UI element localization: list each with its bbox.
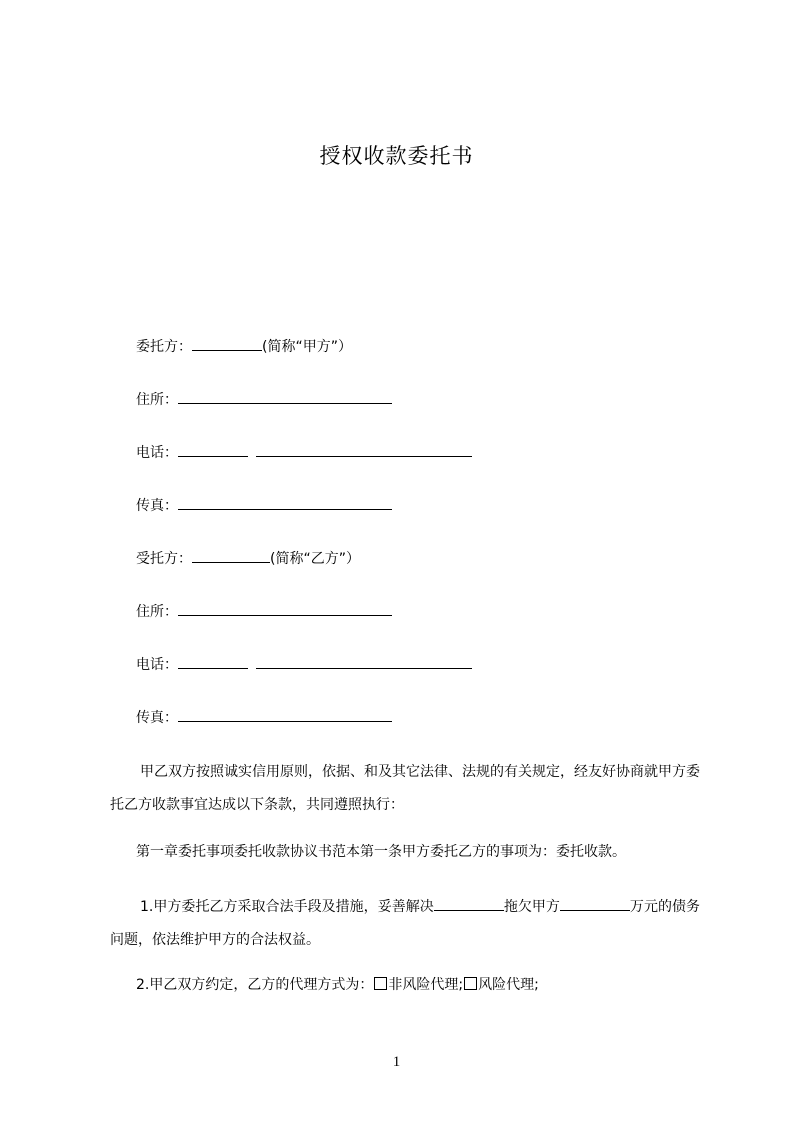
party-a-address-row (136, 389, 392, 410)
document-title: 授权收款委托书 (319, 144, 474, 168)
item-1-text-b: 拖欠甲方 (503, 899, 560, 915)
party-b-label: 受托方： (136, 551, 192, 567)
item-2-paragraph (110, 969, 700, 1002)
party-b-abbrev: (简称“乙方”） (270, 551, 360, 567)
risk-agency-checkbox[interactable] (464, 977, 477, 990)
non-risk-agency-checkbox[interactable] (374, 977, 387, 990)
party-b-address-blank[interactable] (178, 601, 392, 616)
party-b-phone-row (136, 654, 472, 675)
party-a-label: 委托方： (136, 339, 192, 355)
debtor-blank[interactable] (434, 896, 504, 911)
chapter-paragraph: 第一章委托事项委托收款协议书范本第一条甲方委托乙方的事项为：委托收款。 (136, 844, 626, 860)
party-b-name-blank[interactable] (192, 548, 270, 563)
party-a-fax-row (136, 495, 392, 516)
non-risk-agency-label: 非风险代理; (388, 977, 464, 993)
item-1-text-a: 1.甲方委托乙方采取合法手段及措施，妥善解决 (140, 899, 434, 915)
risk-agency-label: 风险代理; (478, 977, 539, 993)
party-a-fax-blank[interactable] (178, 495, 392, 510)
party-a-phone-row (136, 442, 472, 463)
party-b-fax-label: 传真： (136, 710, 178, 726)
item-1-paragraph (110, 891, 700, 957)
item-2-text: 2.甲乙双方约定，乙方的代理方式为： (136, 977, 374, 993)
page-number: 1 (392, 1054, 401, 1070)
party-a-fax-label: 传真： (136, 498, 178, 514)
amount-blank[interactable] (560, 896, 630, 911)
party-b-fax-row (136, 707, 392, 728)
party-b-row (136, 548, 360, 569)
party-b-fax-blank[interactable] (178, 707, 392, 722)
party-a-abbrev: (简称“甲方”） (262, 339, 352, 355)
party-b-address-row (136, 601, 392, 622)
party-a-name-blank[interactable] (192, 336, 262, 351)
party-b-phone-label: 电话： (136, 657, 178, 673)
party-a-phone-blank-2[interactable] (256, 442, 472, 457)
party-b-phone-blank-1[interactable] (178, 654, 248, 669)
item-1-text-c: 万元的债务问题，依法维护甲方的合法权益。 (110, 899, 701, 948)
party-a-address-blank[interactable] (178, 389, 392, 404)
party-a-phone-blank-1[interactable] (178, 442, 248, 457)
intro-paragraph: 甲乙双方按照诚实信用原则，依据、和及其它法律、法规的有关规定，经友好协商就甲方委托乙方收款事宜达成以下条款，共同遵照执行： (110, 764, 700, 813)
party-a-phone-label: 电话： (136, 445, 178, 461)
party-a-address-label: 住所： (136, 392, 178, 408)
party-a-row (136, 336, 352, 357)
party-b-phone-blank-2[interactable] (256, 654, 472, 669)
party-b-address-label: 住所： (136, 604, 178, 620)
